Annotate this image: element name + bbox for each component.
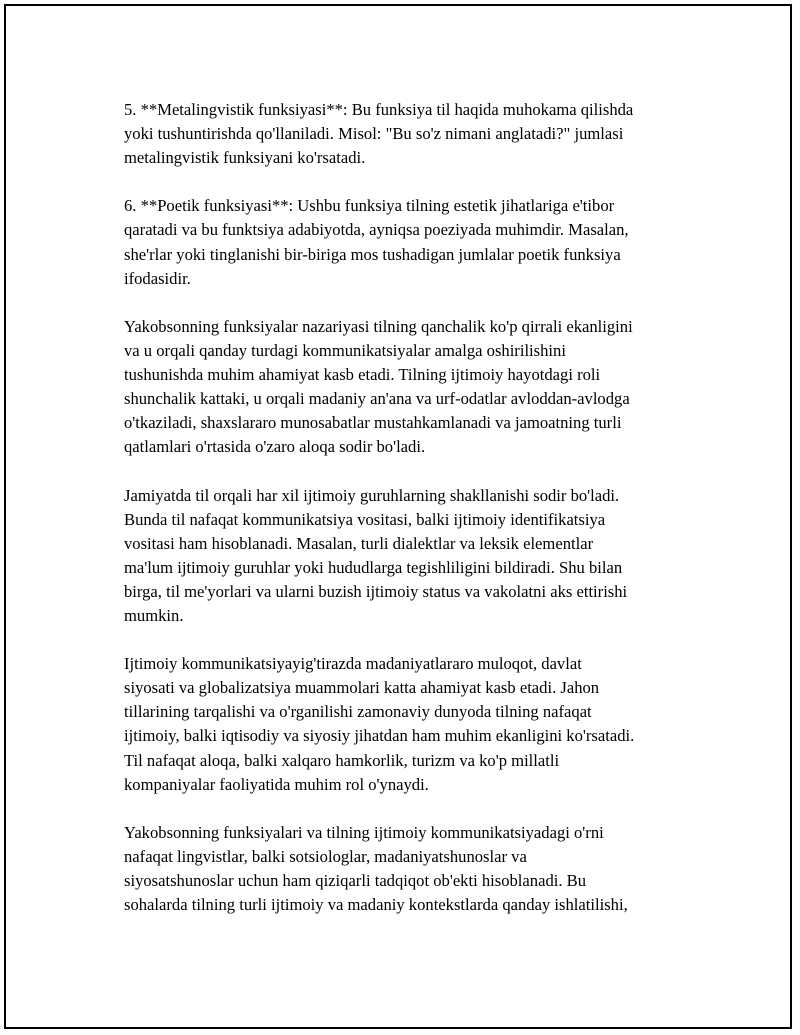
text-line: kompaniyalar faoliyatida muhim rol o'ynaydi. bbox=[124, 774, 429, 794]
paragraph-social-groups bbox=[124, 484, 704, 629]
text-line: Jamiyatda til orqali har xil ijtimoiy guruhlarning shakllanishi sodir bo'ladi. bbox=[124, 485, 620, 505]
text-line: yoki tushuntirishda qo'llaniladi. Misol: "Bu so'z nimani anglatadi?" jumlasi bbox=[124, 124, 624, 144]
text-line: qaratadi va bu funktsiya adabiyotda, ayniqsa poeziyada muhimdir. Masalan, bbox=[124, 220, 629, 240]
text-line: vositasi ham hisoblanadi. Masalan, turli dialektlar va leksik elementlar bbox=[124, 533, 594, 553]
text-line: ma'lum ijtimoiy guruhlar yoki hududlarga tegishliligini bildiradi. Shu bilan bbox=[124, 557, 623, 577]
paragraph-metalinguistic-function bbox=[124, 98, 704, 170]
text-line: tushunishda muhim ahamiyat kasb etadi. Tilning ijtimoiy hayotdagi roli bbox=[124, 365, 601, 385]
text-line: sohalarda tilning turli ijtimoiy va madaniy kontekstlarda qanday ishlatilishi, bbox=[124, 895, 628, 915]
text-line: nafaqat lingvistlar, balki sotsiologlar, madaniyatshunoslar va bbox=[124, 846, 527, 866]
paragraph-poetic-function bbox=[124, 194, 704, 290]
text-line: shunchalik kattaki, u orqali madaniy an'ana va urf-odatlar avloddan-avlodga bbox=[124, 389, 630, 409]
text-line: Bunda til nafaqat kommunikatsiya vositasi, balki ijtimoiy identifikatsiya bbox=[124, 509, 606, 529]
text-line: Til nafaqat aloqa, balki xalqaro hamkorlik, turizm va ko'p millatli bbox=[124, 750, 560, 770]
text-line: birga, til me'yorlari va ularni buzish ijtimoiy status va vakolatni aks ettirishi bbox=[124, 581, 628, 601]
text-line: Yakobsonning funksiyalari va tilning ijtimoiy kommunikatsiyadagi o'rni bbox=[124, 822, 604, 842]
paragraph-intercultural-communication bbox=[124, 652, 704, 797]
text-line: siyosatshunoslar uchun ham qiziqarli tadqiqot ob'ekti hisoblanadi. Bu bbox=[124, 871, 587, 890]
text-line: 5. **Metalingvistik funksiyasi**: Bu funksiya til haqida muhokama qilishda bbox=[124, 100, 634, 119]
text-line: ijtimoiy, balki iqtisodiy va siyosiy jihatdan ham muhim ekanligini ko'rsatadi. bbox=[124, 726, 635, 746]
text-line: va u orqali qanday turdagi kommunikatsiyalar amalga oshirilishini bbox=[124, 340, 566, 360]
text-line: 6. **Poetik funksiyasi**: Ushbu funksiya tilning estetik jihatlariga e'tibor bbox=[124, 196, 615, 216]
text-line: she'rlar yoki tinglanishi bir-biriga mos tushadigan jumlalar poetik funksiya bbox=[124, 244, 621, 264]
text-line: mumkin. bbox=[124, 605, 184, 625]
paragraph-functions-theory bbox=[124, 315, 704, 460]
text-line: siyosati va globalizatsiya muammolari katta ahamiyat kasb etadi. Jahon bbox=[124, 678, 600, 698]
page-frame bbox=[4, 4, 792, 1029]
text-line: o'tkaziladi, shaxslararo munosabatlar mustahkamlanadi va jamoatning turli bbox=[124, 413, 622, 433]
text-line: metalingvistik funksiyani ko'rsatadi. bbox=[124, 148, 366, 168]
text-line: ifodasidir. bbox=[124, 268, 191, 288]
paragraph-research-object bbox=[124, 821, 704, 917]
text-line: Ijtimoiy kommunikatsiyayig'tirazda madaniyatlararo muloqot, davlat bbox=[124, 654, 582, 674]
text-line: tillarining tarqalishi va o'rganilishi zamonaviy dunyoda tilning nafaqat bbox=[124, 702, 592, 722]
text-line: qatlamlari o'rtasida o'zaro aloqa sodir bo'ladi. bbox=[124, 437, 426, 457]
document-body bbox=[124, 98, 704, 941]
text-line: Yakobsonning funksiyalar nazariyasi tilning qanchalik ko'p qirrali ekanligini bbox=[124, 316, 633, 336]
